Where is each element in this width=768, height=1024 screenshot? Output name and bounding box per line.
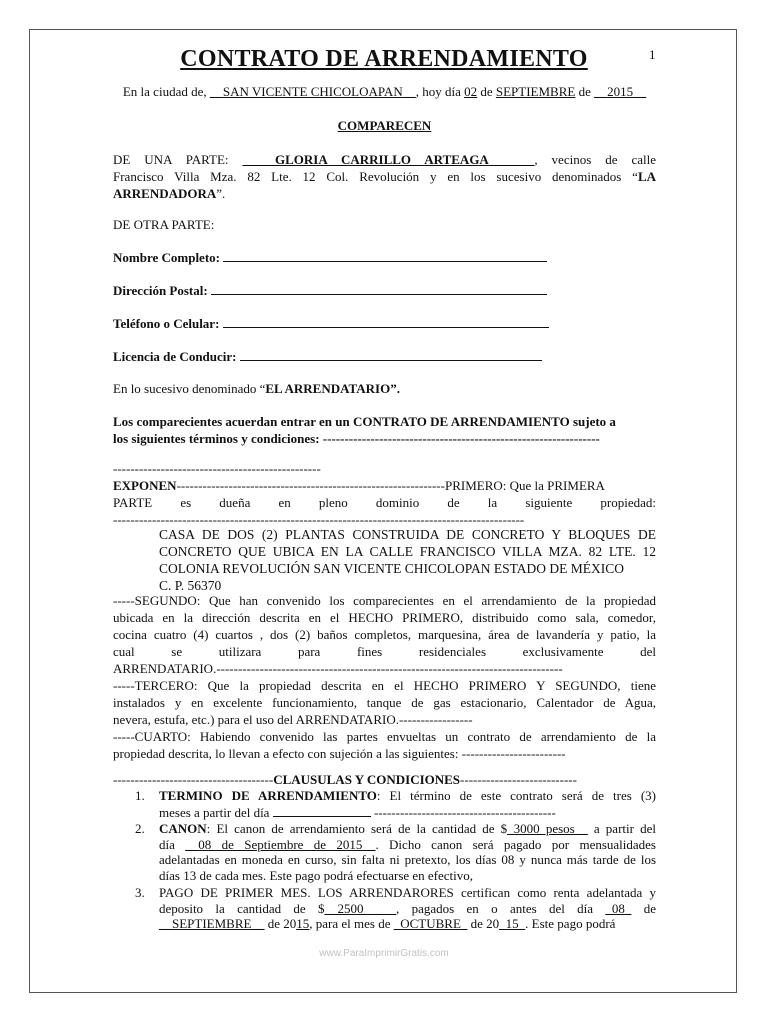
year-value: 2015	[607, 84, 634, 99]
intro-line: En la ciudad de, __SAN VICENTE CHICOLOAPAN__, hoy día 02 de SEPTIEMBRE de __2015__	[122, 84, 647, 99]
document-title: CONTRATO DE ARRENDAMIENTO	[180, 46, 588, 72]
acuerdo-dashes: ------------------------------------------------	[113, 461, 321, 476]
month-value: SEPTIEMBRE	[495, 84, 576, 99]
comparecen-heading: COMPARECEN	[337, 118, 432, 133]
canon-amount: 3000 pesos	[513, 821, 575, 836]
deposit-day: 08	[611, 900, 625, 916]
field-telefono[interactable]: Teléfono o Celular:	[113, 315, 656, 332]
canon-start-date: 08 de Septiembre de 2015	[198, 836, 363, 852]
tercero-paragraph: -----TERCERO: Que la propiedad descrita en el HECHO PRIMERO Y SEGUNDO, tiene instalados y en excelente funcionamiento, tanque de gas estacionario, Calentador de Agua, nevera, estufa, etc.) para el uso del ARRENDATARIO.-----------------	[113, 678, 656, 727]
watermark-text: www.ParaImprimirGratis.com	[319, 948, 449, 959]
clausulas-heading: -------------------------------------CLAUSULAS Y CONDICIONES---------------------------	[113, 772, 577, 787]
arrendadora-name: GLORIA CARRILLO ARTEAGA	[274, 152, 489, 167]
rent-month: OCTUBRE	[400, 916, 461, 931]
segundo-paragraph: -----SEGUNDO: Que han convenido los comparecientes en el arrendamiento de la propiedad ubicada en la dirección descrita en el HECHO PRIMERO, distribuido como sala, comedor, cocina cuatro (4) cuartos , dos (2) baños completos, marquesina, área de lavandería y patio, la cual se utilizara para fines residenciales exclusivamente del ARRENDATARIO.--------------------------------------------------------------------------------	[113, 593, 656, 676]
property-description: CASA DE DOS (2) PLANTAS CONSTRUIDA DE CONCRETO Y BLOQUES DE CONCRETO QUE UBICA EN LA CALLE FRANCISCO VILLA MZA. 82 LTE. 12 COLONIA REVOLUCIÓN SAN VICENTE CHICOLOPAN ESTADO DE MÉXICO C. P. 56370	[159, 527, 656, 593]
clause-item-2: 2. CANON: El canon de arrendamiento será de la cantidad de $_3000 pesos__ a partir del día __08 de Septiembre de 2015__. Dicho canon será pagado por mensualidades adelantadas en moneda en curso, sin falta ni pretexto, los días 08 y nunca más tarde de los días 13 de cada mes. Este pago podrá efectuarse en efectivo,	[135, 821, 656, 883]
exponen-paragraph: EXPONEN--------------------------------------------------------------PRIMERO: Que la PRIMERA PARTE es dueña en pleno dominio de la siguiente propiedad: -----------------------------------------------------------------------------------------------	[113, 478, 656, 527]
parte-uno-paragraph: DE UNA PARTE: _____GLORIA CARRILLO ARTEAGA_______, vecinos de calle Francisco Villa Mza. 82 Lte. 12 Col. Revolución y en los sucesivo denominados “LA ARRENDADORA”.	[113, 152, 656, 201]
field-nombre[interactable]: Nombre Completo:	[113, 249, 656, 266]
clause-item-1: 1. TERMINO DE ARRENDAMIENTO: El término de este contrato será de tres (3) meses a partir del día ------------------------------------------	[135, 788, 656, 820]
arrendatario-line: En lo sucesivo denominado “EL ARRENDATARIO”.	[113, 381, 400, 396]
document-page	[29, 29, 737, 993]
city-value: SAN VICENTE CHICOLOAPAN	[222, 84, 403, 99]
clause-item-3: 3. PAGO DE PRIMER MES. LOS ARRENDARORES certifican como renta adelantada y deposito la cantidad de $__2500_____, pagados en o antes del día _08_ de __SEPTIEMBRE__ de 2015, para el mes de _OCTUBRE_ de 20_15_. Este pago podrá	[135, 885, 656, 931]
cuarto-paragraph: -----CUARTO: Habiendo convenido las partes envueltas un contrato de arrendamiento de la propiedad descrita, lo llevan a efecto con sujeción a las siguientes: ------------------------	[113, 729, 656, 761]
deposit-month: SEPTIEMBRE	[172, 916, 252, 931]
field-direccion[interactable]: Dirección Postal:	[113, 282, 656, 299]
acuerdo-paragraph: Los comparecientes acuerdan entrar en un CONTRATO DE ARRENDAMIENTO sujeto a los siguientes términos y condiciones: ----------------------------------------------------------------	[113, 414, 616, 446]
day-value: 02	[464, 84, 478, 99]
field-licencia[interactable]: Licencia de Conducir:	[113, 348, 656, 365]
page-number: 1	[649, 47, 656, 62]
parte-dos-label: DE OTRA PARTE:	[113, 217, 215, 232]
deposit-amount: 2500	[337, 900, 364, 916]
